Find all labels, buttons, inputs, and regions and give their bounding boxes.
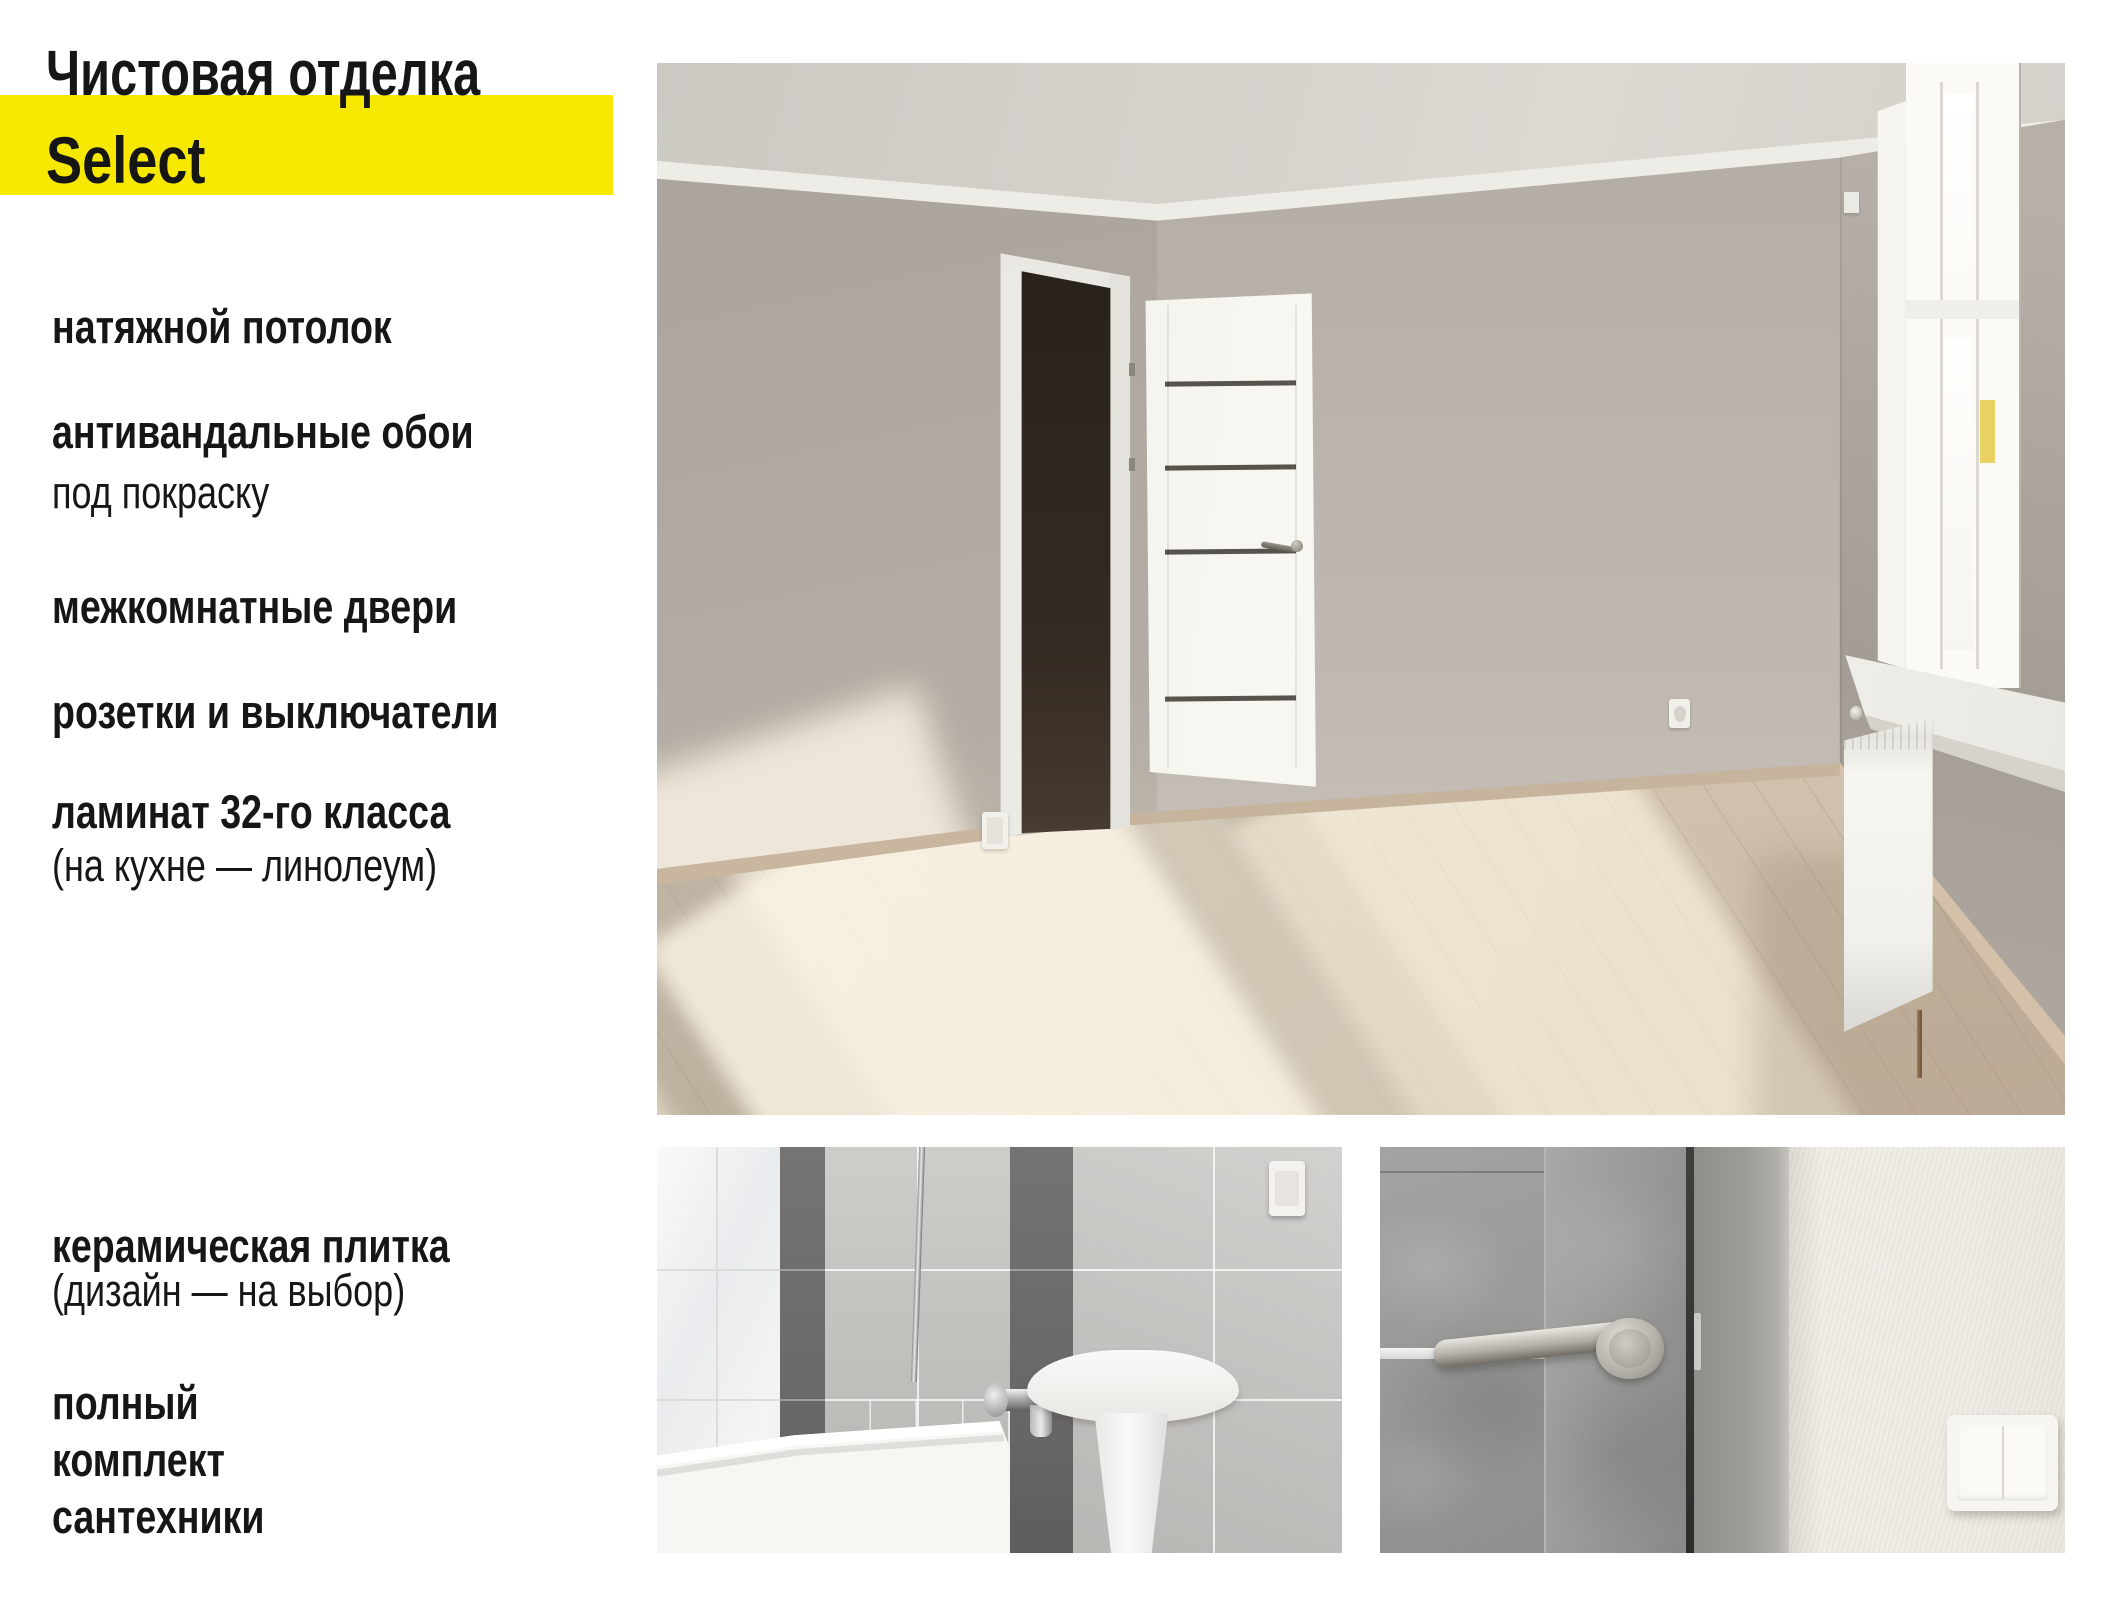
bath-light-switch (1269, 1161, 1305, 1216)
feature-wallpaper: антивандальные обои (52, 405, 474, 458)
switch-divider (2002, 1426, 2004, 1499)
feature-wallpaper-note: под покраску (52, 467, 270, 518)
page-title-line1: Чистовая отделка (46, 37, 481, 109)
photo-bathroom (657, 1147, 1342, 1553)
bath-dark-tile-stripe (1010, 1147, 1073, 1553)
tile-grout (657, 1269, 780, 1271)
tile-grout (1073, 1269, 1342, 1271)
pedestal-sink-bowl (1027, 1350, 1239, 1423)
door-glass-strip (1165, 696, 1296, 703)
mixer-escutcheon (984, 1383, 1007, 1417)
junction-box (1844, 192, 1859, 213)
door-glass-strip (1165, 380, 1296, 387)
door-glass-strip (1165, 464, 1296, 471)
feature-plumbing-set: полный комплект сантехники (52, 1376, 265, 1543)
door-jamb (1694, 1147, 1789, 1553)
feature-sockets-switches: розетки и выключатели (52, 685, 499, 738)
strike-plate (1694, 1313, 1702, 1370)
tile-grout (780, 1399, 825, 1401)
feature-interior-doors: межкомнатные двери (52, 580, 458, 633)
tile-grout (1010, 1269, 1073, 1271)
window-transom (1906, 300, 2019, 319)
door-hinge (1129, 363, 1135, 377)
page-title-line2: Select (46, 123, 206, 197)
door-handle-rosette (1291, 540, 1303, 552)
wall-socket (1669, 699, 1690, 727)
window-frame-line (1976, 82, 1979, 669)
feature-tile-note: (дизайн — на выбор) (52, 1265, 406, 1316)
room-wall-corner (1840, 158, 1842, 774)
feature-laminate: ламинат 32-го класса (52, 785, 451, 838)
feature-ceramic-tile: керамическая плитка (52, 1219, 450, 1272)
door-panel-groove (1380, 1171, 1544, 1173)
photo-main-room (657, 63, 2065, 1115)
window (1906, 63, 2021, 688)
tile-grout (780, 1269, 825, 1271)
door-hinge (1129, 458, 1135, 472)
light-switch (982, 812, 1007, 849)
radiator-pipe (1917, 1010, 1922, 1078)
photo-door-handle (1380, 1147, 2065, 1553)
door-handle-rosette (1596, 1318, 1663, 1380)
door-stile-line (1167, 305, 1170, 768)
feature-laminate-note: (на кухне — линолеум) (52, 840, 438, 891)
radiator (1844, 718, 1933, 1031)
window-glass (1944, 338, 1973, 650)
double-light-switch (1947, 1415, 2058, 1511)
door-stile-line (1295, 305, 1298, 768)
window-frame-line (1940, 82, 1943, 669)
window-sticker (1980, 400, 1995, 462)
tile-grout (1213, 1147, 1215, 1553)
tile-grout (657, 1399, 780, 1401)
feature-stretch-ceiling: натяжной потолок (52, 300, 392, 353)
door-edge-gap (1686, 1147, 1694, 1553)
window-glass (1944, 94, 1973, 294)
